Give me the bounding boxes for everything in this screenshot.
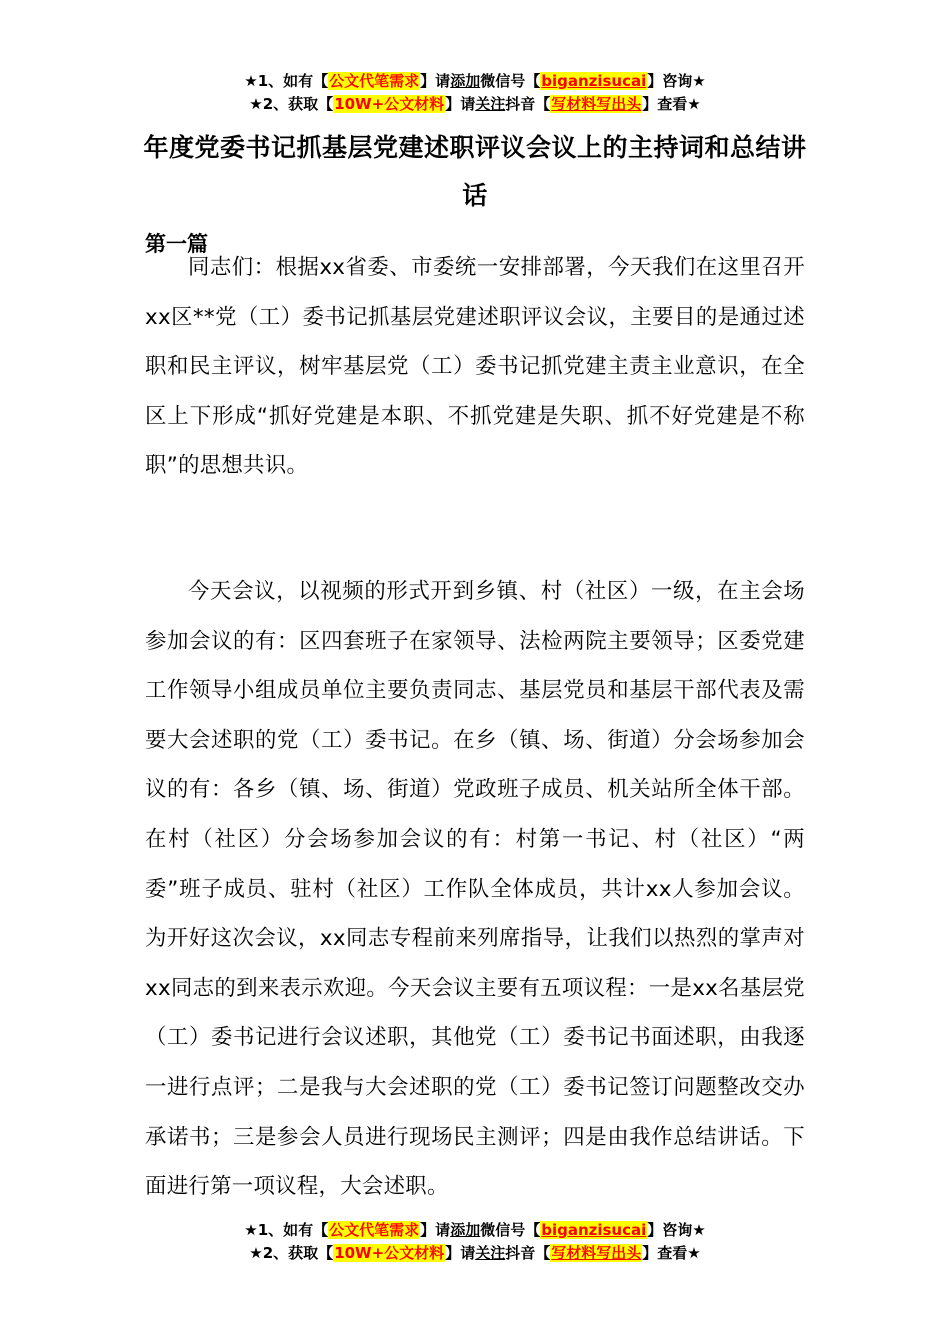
promo-text: ★2、获取【 [249, 1244, 334, 1262]
promo-underlined: 关注 [475, 1244, 506, 1262]
promo-highlight: 公文代笔需求 [329, 1221, 420, 1239]
promo-text: 微信号【 [480, 72, 541, 90]
wechat-id-link[interactable]: biganzisucai [541, 72, 647, 90]
document-title: 年度党委书记抓基层党建述职评议会议上的主持词和总结讲话 [143, 133, 807, 210]
promo-line-2 [0, 1242, 950, 1265]
douyin-account-link[interactable]: 写材料写出头 [551, 1244, 642, 1262]
promo-text: 微信号【 [480, 1221, 541, 1239]
promo-highlight: 公文代笔需求 [329, 72, 420, 90]
promo-text: 】请 [420, 1221, 451, 1239]
promo-underlined: 添加 [450, 1221, 481, 1239]
promo-line-1 [0, 1219, 950, 1242]
promo-highlight: 10W+公文材料 [334, 95, 445, 113]
douyin-account-link[interactable]: 写材料写出头 [551, 95, 642, 113]
promo-underlined: 添加 [450, 72, 481, 90]
promo-text: 抖音【 [505, 95, 551, 113]
promo-text: ★1、如有【 [244, 72, 329, 90]
promo-text: 】查看★ [642, 95, 701, 113]
promo-text: 】咨询★ [647, 1221, 706, 1239]
promo-line-1 [0, 70, 950, 93]
promo-text: 】请 [420, 72, 451, 90]
promo-text: ★1、如有【 [244, 1221, 329, 1239]
promo-highlight: 10W+公文材料 [334, 1244, 445, 1262]
promo-text: 】请 [445, 95, 476, 113]
paragraph-2: 今天会议，以视频的形式开到乡镇、村（社区）一级，在主会场参加会议的有：区四套班子在家领导、法检两院主要领导；区委党建工作领导小组成员单位主要负责同志、基层党员和基层干部代表及需要大会述职的党（工）委书记。在乡（镇、场、街道）分会场参加会议的有：各乡（镇、场、街道）党政班子成员、机关站所全体干部。在村（社区）分会场参加会议的有：村第一书记、村（社区）“两委”班子成员、驻村（社区）工作队全体成员，共计xx人参加会议。为开好这次会议，xx同志专程前来列席指导，让我们以热烈的掌声对xx同志的到来表示欢迎。今天会议主要有五项议程：一是xx名基层党（工）委书记进行会议述职，其他党（工）委书记书面述职，由我逐一进行点评；二是我与大会述职的党（工）委书记签订问题整改交办承诺书；三是参会人员进行现场民主测评；四是由我作总结讲话。下面进行第一项议程，大会述职。 [145, 579, 805, 1200]
promo-underlined: 关注 [475, 95, 506, 113]
promo-line-2 [0, 93, 950, 116]
promo-text: 抖音【 [505, 1244, 551, 1262]
paragraph-1: 同志们：根据xx省委、市委统一安排部署，今天我们在这里召开xx区**党（工）委书记抓基层党建述职评议会议，主要目的是通过述职和民主评议，树牢基层党（工）委书记抓党建主责主业意识，在全区上下形成“抓好党建是本职、不抓党建是失职、抓不好党建是不称职”的思想共识。 [145, 255, 805, 479]
promo-banner-bottom [0, 1219, 950, 1265]
promo-text: 】咨询★ [647, 72, 706, 90]
promo-banner-top [0, 70, 950, 116]
promo-text: 】请 [445, 1244, 476, 1262]
promo-text: 】查看★ [642, 1244, 701, 1262]
wechat-id-link[interactable]: biganzisucai [541, 1221, 647, 1239]
promo-text: ★2、获取【 [249, 95, 334, 113]
section-heading: 第一篇 [145, 232, 208, 256]
